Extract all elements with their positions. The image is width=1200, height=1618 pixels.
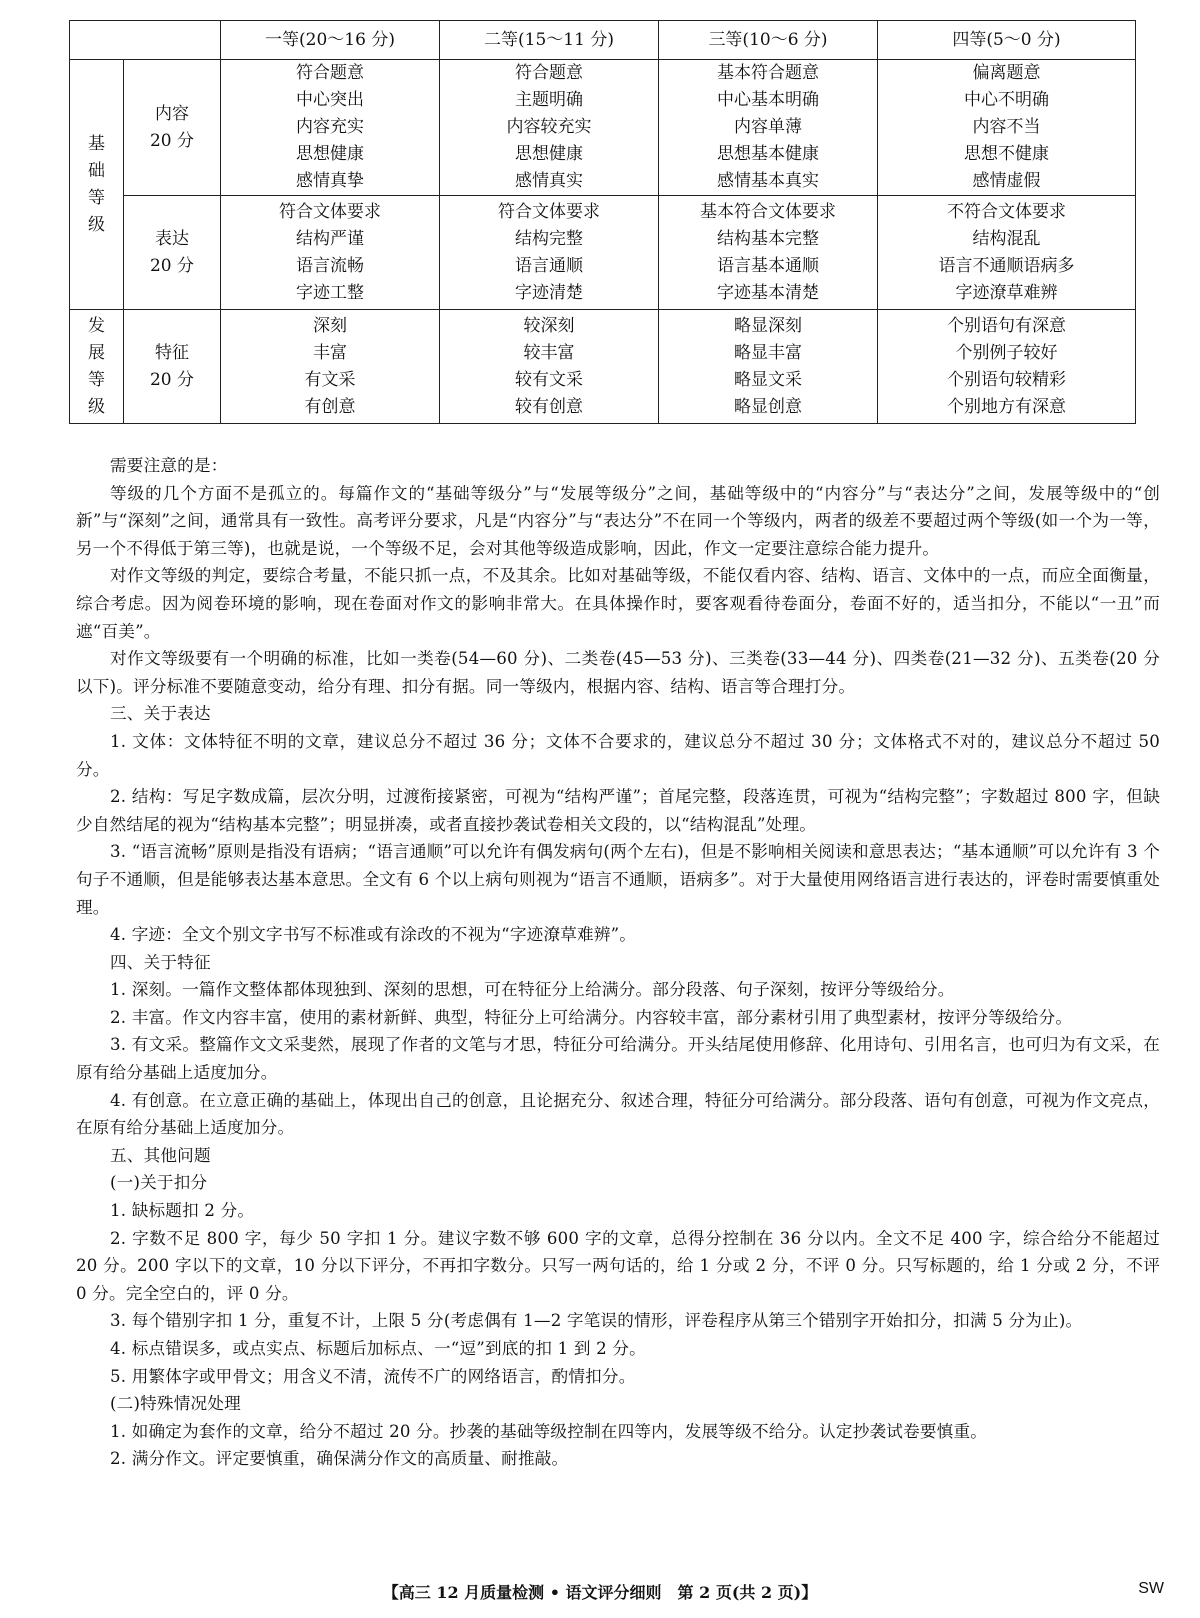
- grade-line: 较有文采: [515, 369, 583, 390]
- grade-cell: [440, 196, 659, 310]
- paragraph: 四、关于特征: [110, 952, 211, 972]
- grade-line: 主题明确: [515, 90, 583, 110]
- paragraph: 1. 缺标题扣 2 分。: [110, 1201, 255, 1221]
- footer-code: SW: [1138, 1580, 1164, 1597]
- paragraph: 2. 结构：写足字数成篇，层次分明，过渡衔接紧密，可视为“结构严谨”；首尾完整，段落连贯，可视为“结构完整”；字数超过 800 字，但缺少自然结尾的视为“结构基本完整”；明显拼凑，或者直接抄袭试卷相关文段的，以“结构混乱”处理。: [76, 787, 1160, 834]
- grade-line: 个别语句有深意: [947, 315, 1066, 336]
- grade-line: 思想健康: [296, 144, 364, 164]
- grade-line: 偏离题意: [972, 63, 1041, 83]
- grade-line: 内容单薄: [734, 117, 802, 137]
- paragraph: 5. 用繁体字或甲骨文；用含义不清，流传不广的网络语言，酌情扣分。: [110, 1366, 636, 1386]
- grade-cell: [659, 60, 878, 196]
- grade-line: 字迹清楚: [515, 282, 583, 303]
- table-header-row: [70, 21, 1136, 60]
- paragraph: 4. 字迹：全文个别文字书写不标准或有涂改的不视为“字迹潦草难辨”。: [110, 925, 637, 945]
- grade-line: 语言不通顺语病多: [938, 255, 1075, 276]
- header-grade-2: 二等(15～11 分): [440, 21, 659, 60]
- grade-cell: [221, 310, 440, 424]
- grade-line: 语言通顺: [515, 255, 583, 276]
- row-score: 20 分: [149, 130, 195, 151]
- paragraph: 对作文等级要有一个明确的标准，比如一类卷(54—60 分)、二类卷(45—53 分)、三类卷(33—44 分)、四类卷(21—32 分)、五类卷(20 分以下)。评分标准不要随意变动，给分有理、扣分有据。同一等级内，根据内容、结构、语言等合理打分。: [76, 649, 1160, 696]
- grade-line: 不符合文体要求: [947, 201, 1066, 222]
- grade-line: 中心基本明确: [717, 90, 819, 110]
- basic-level-label: 基 础 等 级: [70, 60, 124, 310]
- development-level-label: 发 展 等 级: [70, 310, 124, 424]
- grade-line: 符合文体要求: [279, 201, 381, 222]
- grade-cell: [659, 310, 878, 424]
- paragraph: 五、其他问题: [110, 1145, 211, 1165]
- footer-title: 【高三 12 月质量检测 • 语文评分细则 第 2 页(共 2 页)】: [382, 1583, 818, 1602]
- grade-line: 内容不当: [972, 117, 1041, 137]
- paragraph: 1. 深刻。一篇作文整体都体现独到、深刻的思想，可在特征分上给满分。部分段落、句子深刻，按评分等级给分。: [110, 980, 955, 1000]
- grade-line: 个别语句较精彩: [947, 369, 1066, 390]
- paragraph: 4. 有创意。在立意正确的基础上，体现出自己的创意，且论据充分、叙述合理，特征分可给满分。部分段落、语句有创意，可视为作文亮点，在原有给分基础上适度加分。: [76, 1090, 1160, 1138]
- grade-line: 中心突出: [296, 90, 364, 110]
- grade-line: 语言流畅: [296, 255, 364, 276]
- grade-line: 思想不健康: [964, 144, 1049, 164]
- grade-line: 结构完整: [515, 228, 583, 249]
- paragraph: 2. 丰富。作文内容丰富，使用的素材新鲜、典型，特征分上可给满分。内容较丰富，部分素材引用了典型素材，按评分等级给分。: [110, 1007, 1073, 1027]
- grade-line: 思想基本健康: [717, 144, 819, 164]
- scoring-rubric-table: [69, 20, 1136, 424]
- grade-line: 基本符合文体要求: [700, 201, 836, 222]
- grade-line: 符合文体要求: [498, 201, 600, 222]
- grade-line: 感情虚假: [972, 171, 1041, 191]
- paragraph: 2. 字数不足 800 字，每少 50 字扣 1 分。建议字数不够 600 字的文章，总得分控制在 36 分以内。全文不足 400 字，综合给分不能超过 20 分。200 字以下的文章，10 分以下评分，不再扣字数分。只写一两句话的，给 1 分或 2 分，不评 0 分。只写标题的，给 1 分或 2 分，不评 0 分。完全空白的，评 0 分。: [76, 1228, 1160, 1303]
- row-score: 20 分: [149, 369, 195, 390]
- grade-line: 字迹基本清楚: [717, 282, 819, 303]
- paragraph: 2. 满分作文。评定要慎重，确保满分作文的高质量、耐推敲。: [110, 1449, 569, 1469]
- header-grade-1: 一等(20～16 分): [221, 21, 440, 60]
- table-row-feature: [70, 310, 1136, 424]
- grade-line: 内容较充实: [506, 117, 592, 137]
- grade-line: 丰富: [313, 342, 347, 363]
- grade-cell: [878, 60, 1136, 196]
- grade-line: 思想健康: [515, 144, 583, 164]
- grade-line: 有文采: [304, 369, 356, 390]
- grade-line: 有创意: [304, 396, 356, 417]
- grade-line: 结构混乱: [972, 228, 1041, 249]
- grade-line: 略显深刻: [734, 315, 802, 336]
- row-name: 内容: [155, 103, 189, 124]
- grade-line: 略显创意: [734, 396, 802, 417]
- grade-cell: [878, 310, 1136, 424]
- paragraph: 等级的几个方面不是孤立的。每篇作文的“基础等级分”与“发展等级分”之间，基础等级中的“内容分”与“表达分”之间，发展等级中的“创新”与“深刻”之间，通常具有一致性。高考评分要求，凡是“内容分”与“表达分”不在同一个等级内，两者的级差不要超过两个等级(如一个为一等，另一个不得低于第三等)，也就是说，一个等级不足，会对其他等级造成影响，因此，作文一定要注意综合能力提升。: [76, 483, 1160, 558]
- paragraph: 3. 每个错别字扣 1 分，重复不计，上限 5 分(考虑偶有 1—2 字笔误的情形，评卷程序从第三个错别字开始扣分，扣满 5 分为止)。: [110, 1311, 1083, 1331]
- grade-cell: [440, 60, 659, 196]
- grade-line: 感情真挚: [296, 171, 364, 191]
- row-name: 特征: [155, 342, 189, 363]
- grade-line: 结构严谨: [296, 228, 364, 249]
- grade-line: 符合题意: [296, 63, 364, 83]
- grade-cell: [221, 60, 440, 196]
- header-grade-3: 三等(10～6 分): [659, 21, 878, 60]
- row-label-expression: [124, 196, 221, 310]
- paragraph: 3. “语言流畅”原则是指没有语病；“语言通顺”可以允许有偶发病句(两个左右)，但是不影响相关阅读和意思表达；“基本通顺”可以允许有 3 个句子不通顺，但是能够表达基本意思。全文有 6 个以上病句则视为“语言不通顺，语病多”。对于大量使用网络语言进行表达的，评卷时需要慎重处理。: [76, 842, 1160, 917]
- paragraph: (二)特殊情况处理: [110, 1394, 241, 1414]
- table-row-content: [70, 60, 1136, 196]
- row-score: 20 分: [149, 255, 195, 276]
- grade-line: 深刻: [313, 315, 347, 336]
- paragraph: 3. 有文采。整篇作文文采斐然，展现了作者的文笔与才思，特征分可给满分。开头结尾使用修辞、化用诗句、引用名言，也可归为有文采，在原有给分基础上适度加分。: [76, 1035, 1160, 1083]
- grade-line: 基本符合题意: [717, 63, 819, 83]
- grade-line: 略显文采: [734, 369, 802, 390]
- grade-line: 中心不明确: [964, 90, 1049, 110]
- row-name: 表达: [155, 228, 189, 249]
- paragraph: 4. 标点错误多，或点实点、标题后加标点、一“逗”到底的扣 1 到 2 分。: [110, 1339, 646, 1358]
- grade-line: 感情基本真实: [717, 171, 819, 191]
- paragraph: 需要注意的是：: [110, 456, 228, 475]
- grade-line: 语言基本通顺: [717, 255, 819, 276]
- grade-line: 较深刻: [523, 315, 575, 336]
- grade-line: 字迹潦草难辨: [955, 282, 1058, 303]
- grade-line: 较丰富: [523, 342, 575, 363]
- grade-cell: [221, 196, 440, 310]
- grade-cell: [440, 310, 659, 424]
- grade-line: 个别地方有深意: [947, 396, 1066, 417]
- row-label-content: [124, 60, 221, 196]
- grade-line: 内容充实: [296, 117, 364, 137]
- grade-line: 感情真实: [515, 171, 583, 191]
- grade-line: 符合题意: [515, 63, 583, 83]
- paragraph: 1. 文体：文体特征不明的文章，建议总分不超过 36 分；文体不合要求的，建议总分不超过 30 分；文体格式不对的，建议总分不超过 50 分。: [76, 731, 1160, 779]
- paragraph: 对作文等级的判定，要综合考量，不能只抓一点，不及其余。比如对基础等级，不能仅看内容、结构、语言、文体中的一点，而应全面衡量，综合考虑。因为阅卷环境的影响，现在卷面对作文的影响非常大。在具体操作时，要客观看待卷面分，卷面不好的，适当扣分，不能以“一丑”而遮“百美”。: [76, 566, 1160, 641]
- grade-line: 个别例子较好: [955, 342, 1058, 363]
- grade-line: 较有创意: [515, 396, 583, 417]
- header-grade-4: 四等(5～0 分): [878, 21, 1136, 60]
- body-text: [76, 452, 1160, 1473]
- paragraph: 三、关于表达: [110, 704, 211, 724]
- grade-line: 略显丰富: [734, 342, 802, 363]
- grade-cell: [878, 196, 1136, 310]
- table-row-expression: [70, 196, 1136, 310]
- grade-line: 字迹工整: [296, 282, 364, 303]
- paragraph: (一)关于扣分: [110, 1173, 208, 1193]
- paragraph: 1. 如确定为套作的文章，给分不超过 20 分。抄袭的基础等级控制在四等内，发展等级不给分。认定抄袭试卷要慎重。: [110, 1421, 988, 1441]
- grade-line: 结构基本完整: [717, 228, 819, 249]
- grade-cell: [659, 196, 878, 310]
- row-label-feature: [124, 310, 221, 424]
- header-empty-cell: [70, 21, 221, 60]
